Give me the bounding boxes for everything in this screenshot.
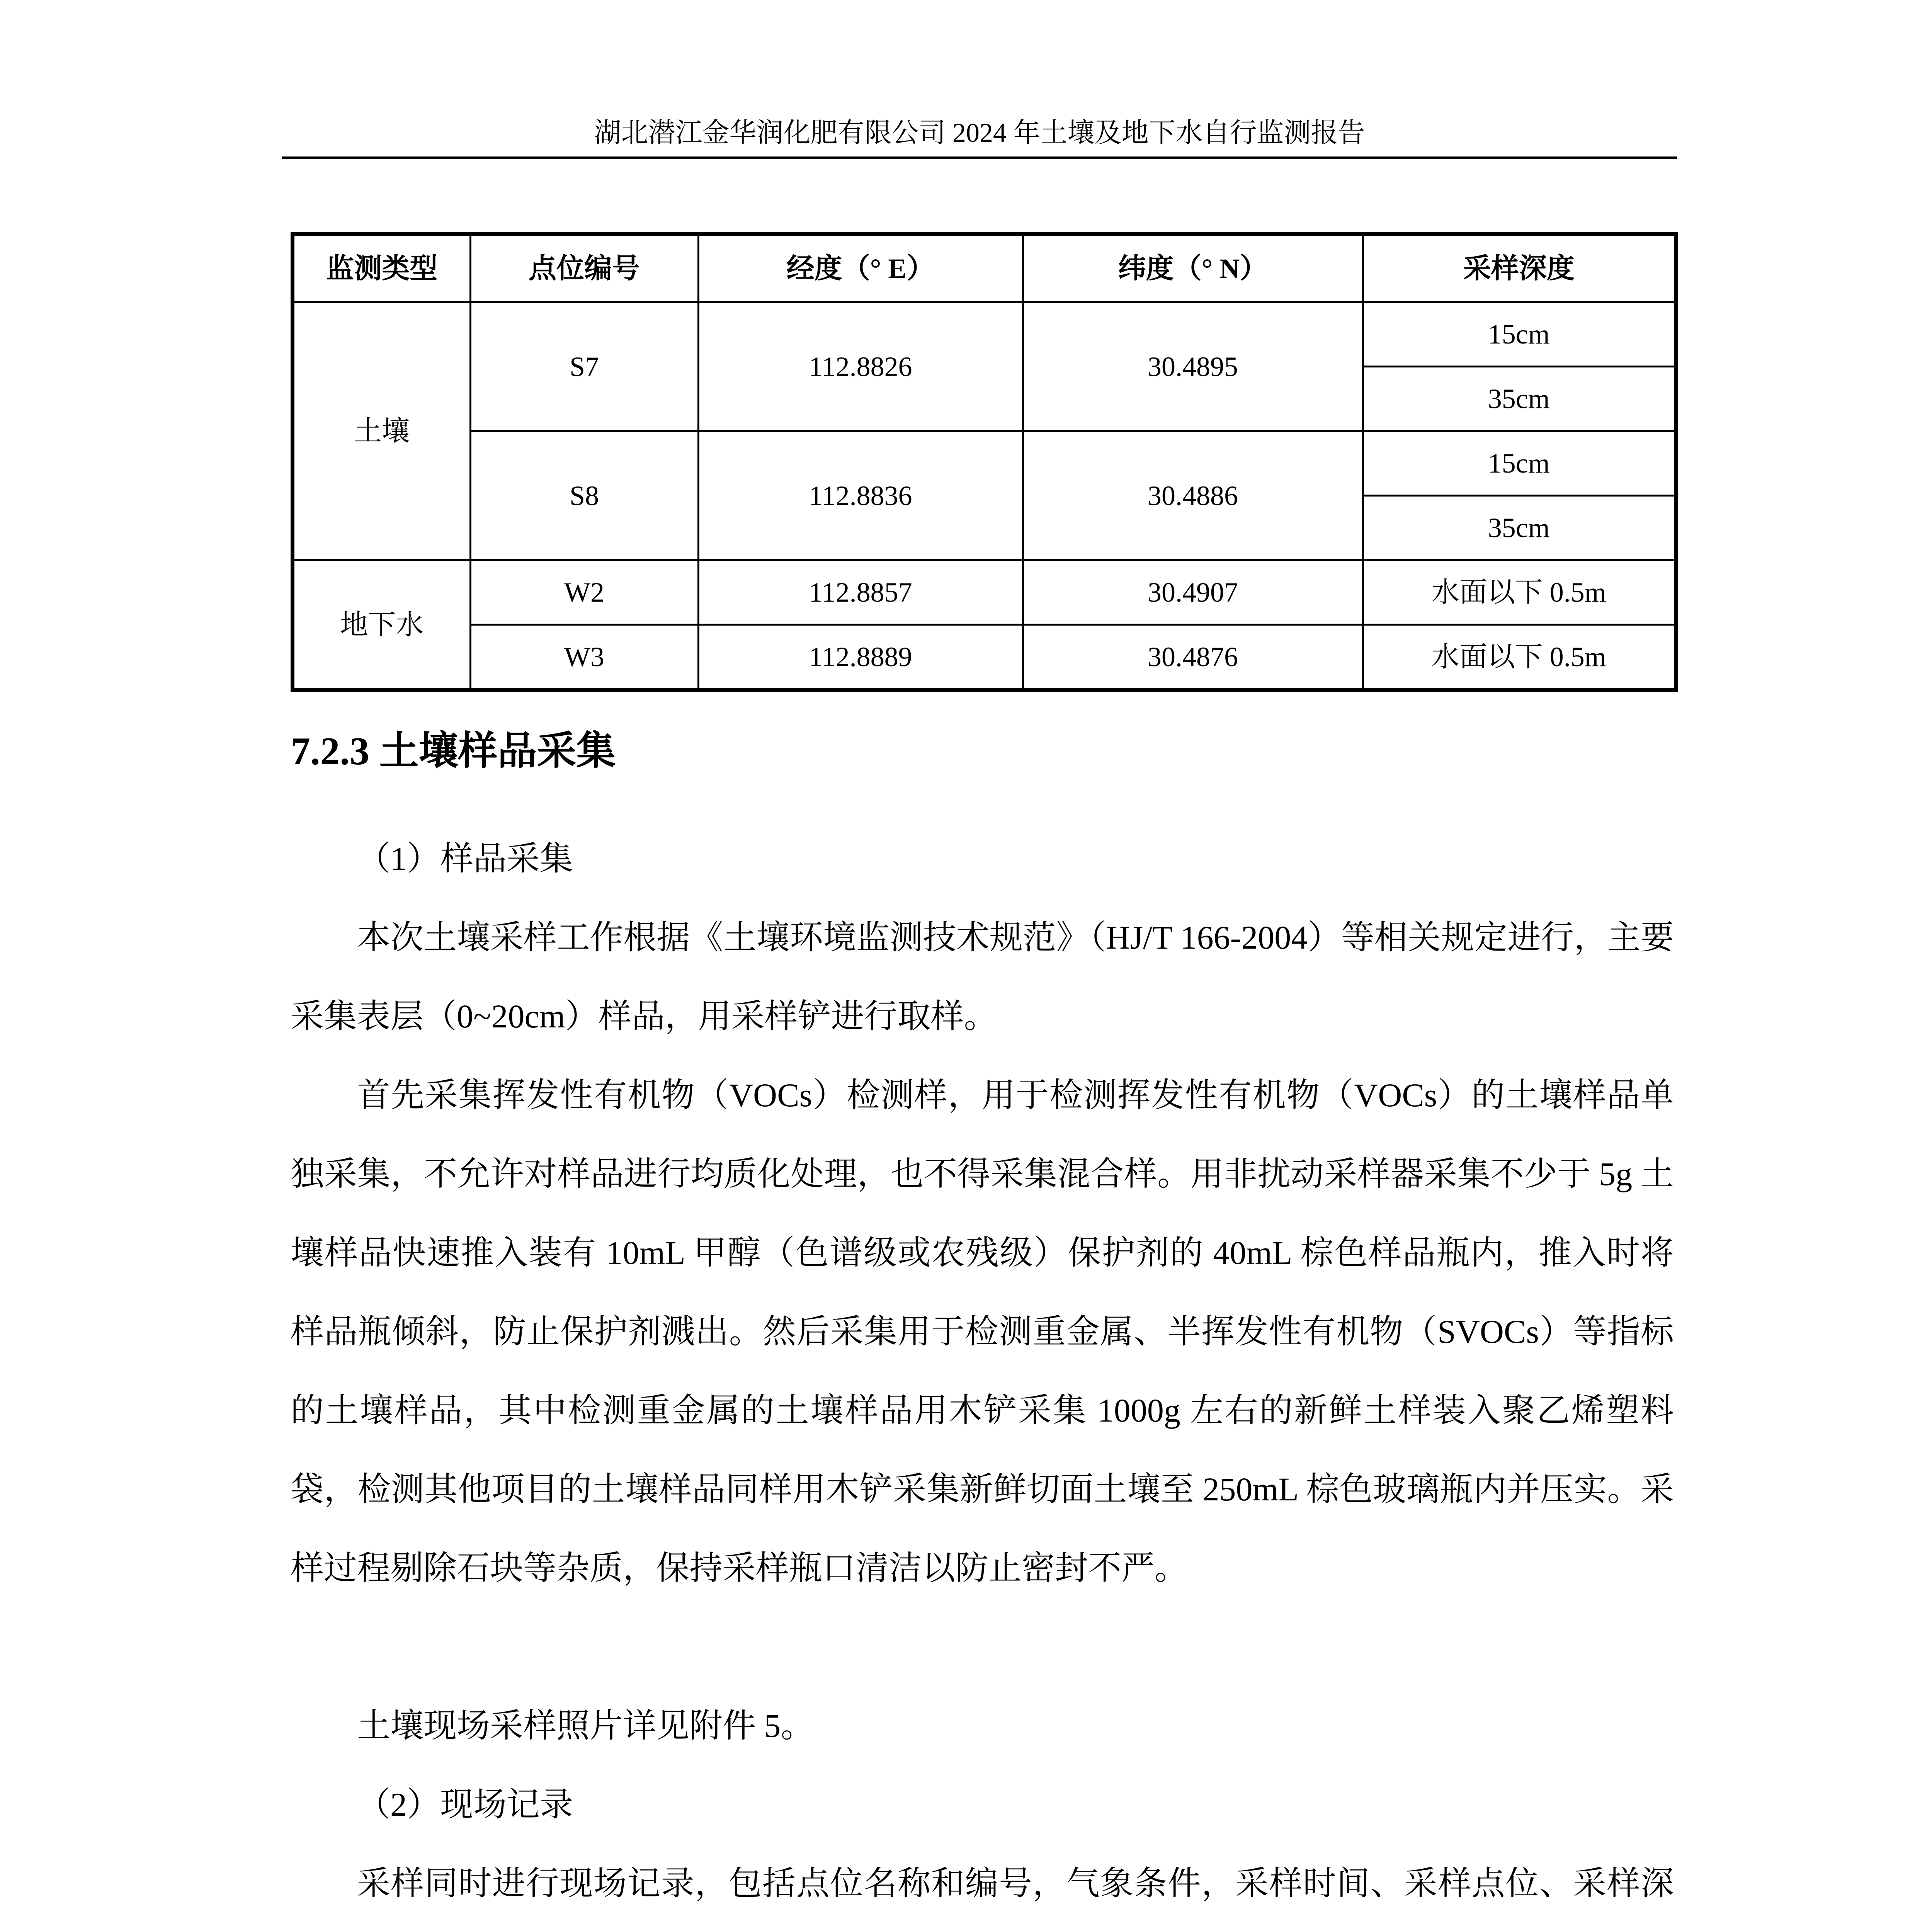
latitude-cell: 30.4886 [1023,431,1363,560]
monitoring-site-table [291,232,1678,692]
point-id-cell: W2 [470,560,698,625]
latitude-cell: 30.4907 [1023,560,1363,625]
longitude-cell: 112.8826 [698,302,1023,431]
body-paragraph: 土壤现场采样照片详见附件 5。 [357,1707,814,1744]
section-heading: 7.2.3 土壤样品采集 [291,730,616,773]
column-header: 纬度（° N） [1023,234,1363,302]
depth-cell: 15cm [1363,431,1676,496]
point-id-cell: W3 [470,625,698,690]
column-header: 采样深度 [1363,234,1676,302]
depth-cell: 35cm [1363,496,1676,560]
column-header: 经度（° E） [698,234,1023,302]
subsection-label: （2）现场记录 [357,1786,573,1823]
running-header: 湖北潜江金华润化肥有限公司 2024 年土壤及地下水自行监测报告 [594,118,1365,148]
point-id-cell: S8 [470,431,698,560]
latitude-cell: 30.4876 [1023,625,1363,690]
longitude-cell: 112.8836 [698,431,1023,560]
monitoring-type-cell: 地下水 [293,560,470,690]
column-header: 点位编号 [470,234,698,302]
monitoring-type-cell: 土壤 [293,302,470,560]
table-row [293,302,1676,367]
header-rule [282,156,1677,159]
longitude-cell: 112.8889 [698,625,1023,690]
latitude-cell: 30.4895 [1023,302,1363,431]
depth-cell: 水面以下 0.5m [1363,625,1676,690]
table-row [293,560,1676,625]
body-paragraph: 首先采集挥发性有机物（VOCs）检测样，用于检测挥发性有机物（VOCs）的土壤样品单独采集，不允许对样品进行均质化处理，也不得采集混合样。用非扰动采样器采集不少于 5g 土壤样品快速推入装有 10mL 甲醇（色谱级或农残级）保护剂的 40mL 棕色样品瓶内，推入时将样品瓶倾斜，防止保护剂溅出。然后采集用于检测重金属、半挥发性有机物（SVOCs）等指标的土壤样品，其中检测重金属的土壤样品用木铲采集 1000g 左右的新鲜土样装入聚乙烯塑料袋，检测其他项目的土壤样品同样用木铲采集新鲜切面土壤至 250mL 棕色玻璃瓶内并压实。采样过程剔除石块等杂质，保持采样瓶口清洁以防止密封不严。 [291,1077,1674,1587]
body-paragraph: 本次土壤采样工作根据《土壤环境监测技术规范》（HJ/T 166-2004）等相关规定进行，主要采集表层（0~20cm）样品，用采样铲进行取样。 [291,919,1674,1035]
table-row [293,625,1676,690]
table-header-row [293,234,1676,302]
longitude-cell: 112.8857 [698,560,1023,625]
depth-cell: 水面以下 0.5m [1363,560,1676,625]
column-header: 监测类型 [293,234,470,302]
depth-cell: 35cm [1363,367,1676,431]
body-paragraph: 采样同时进行现场记录，包括点位名称和编号，气象条件，采样时间、采样点位、采样深 [357,1865,1674,1902]
table-row [293,431,1676,496]
depth-cell: 15cm [1363,302,1676,367]
subsection-label: （1）样品采集 [357,840,573,877]
point-id-cell: S7 [470,302,698,431]
